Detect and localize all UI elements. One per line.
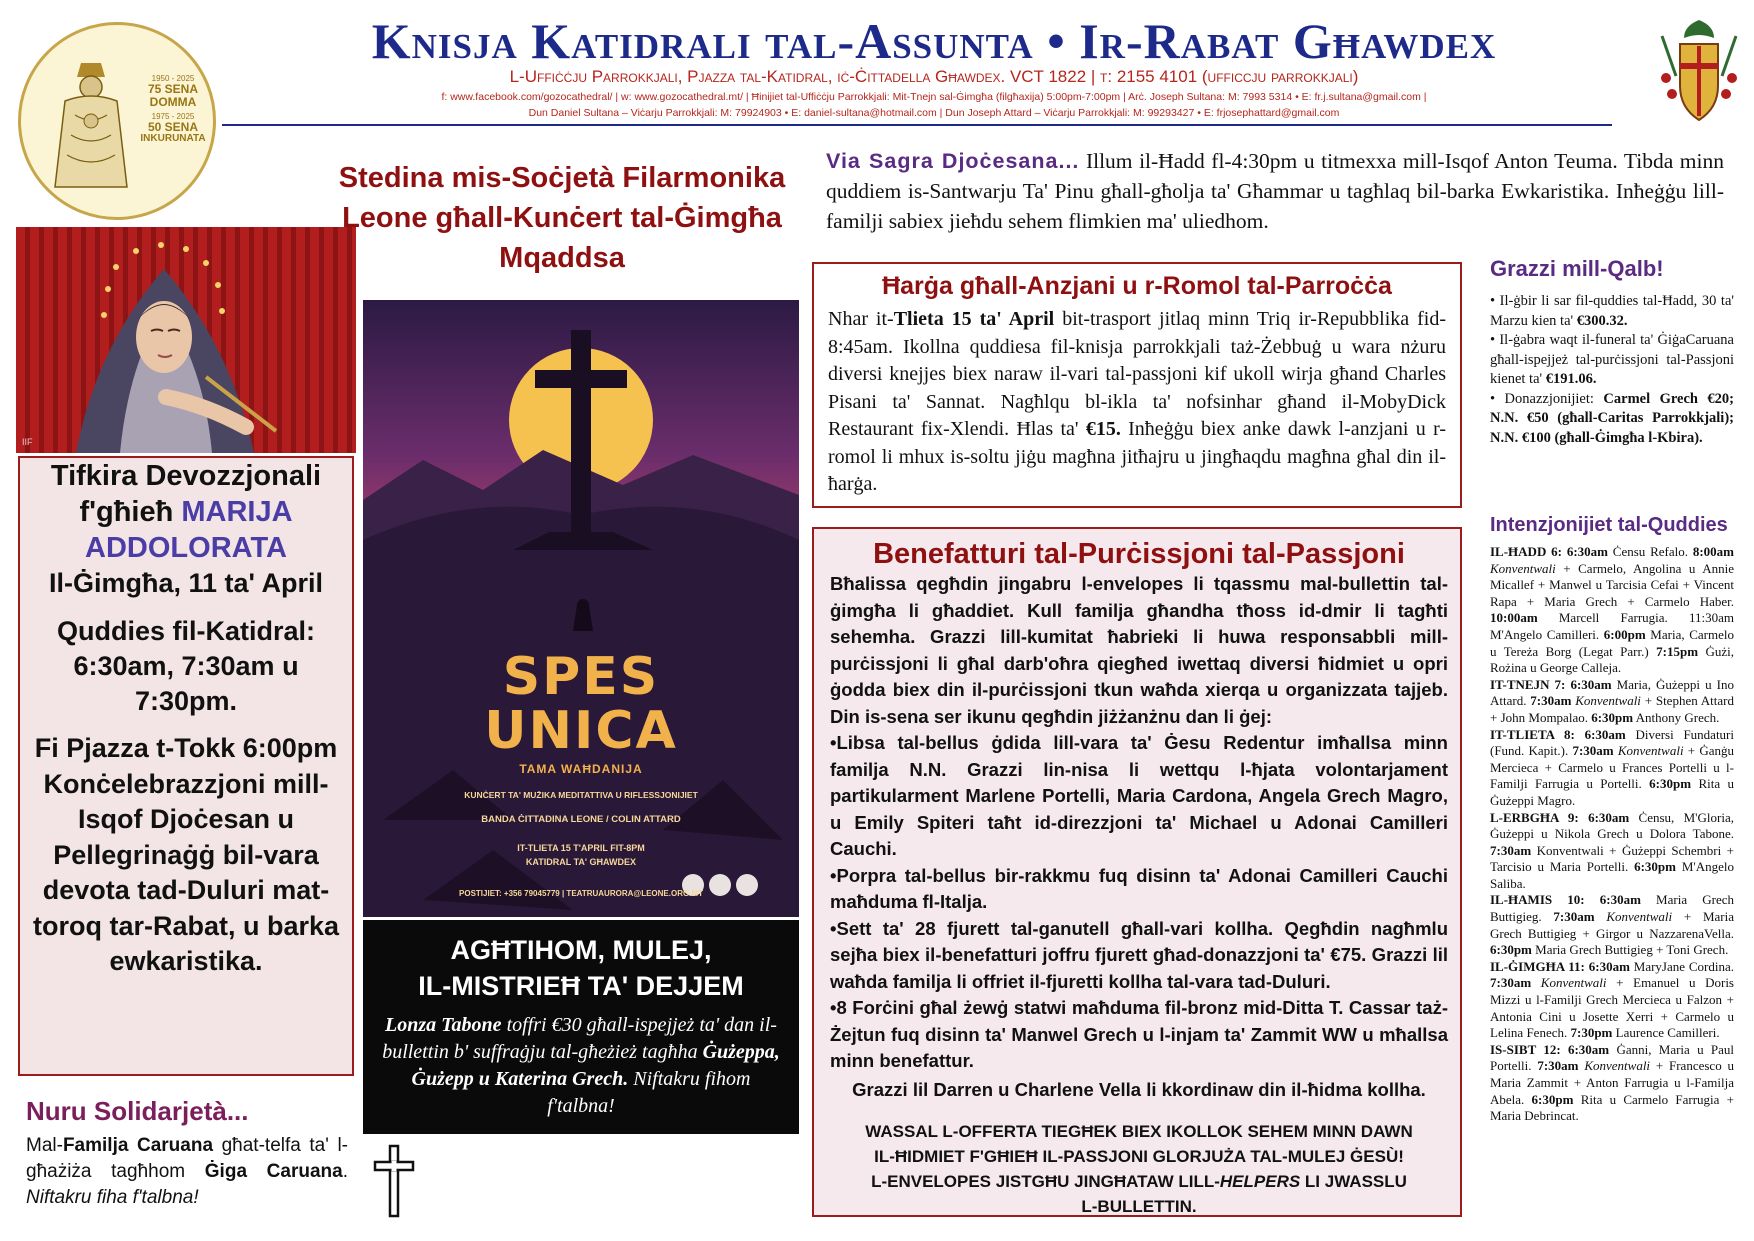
intention-text: 6:30pm [1531, 1091, 1574, 1107]
grazzi-i3a: • Donazzjonijiet: [1490, 390, 1604, 407]
grazzi-i2b: €191.06. [1545, 371, 1597, 387]
bishop-crest-icon [1654, 16, 1744, 126]
poster-when-date: IT-TLIETA 15 T'APRIL FIT-8PM [517, 843, 645, 853]
header-address: L-Uffiċċju Parrokkjali, Pjazza tal-Katidral, iċ-Ċittadella Għawdex. VCT 1822 | t: 2155 4101 (ufficcju parrokkjali) [509, 67, 1359, 86]
memorial-cross-icon [372, 1144, 416, 1218]
seal-label-4: INKURUNATA [140, 132, 206, 144]
intention-text: 6:30am [1584, 726, 1626, 742]
nuru-text [26, 1133, 348, 1211]
image-signature: IIF [22, 437, 33, 447]
appeal-line-3c: LI JWASSLU [1300, 1171, 1407, 1191]
intention-text: 7:30am [1530, 693, 1572, 709]
grazzi-i1a: • Il-ġbir li sar fil-quddies tal-Ħadd, 30 ta' Marzu kien ta' [1490, 293, 1734, 329]
intention-text: 6:30am [1588, 809, 1630, 825]
intention-text: 10:00am [1490, 610, 1538, 626]
seal-label-1: 75 SENA [147, 82, 199, 97]
intention-text: 7:15pm [1656, 643, 1699, 659]
harga-t1: Nhar it- [828, 308, 894, 330]
intention-text: Marcell Farrugia. 11:30am M'Angelo Camilleri. [1490, 610, 1734, 642]
intention-text: + Carmelo, Angolina u Annie Micallef + Manwel u Tarcisia Cefai + Vincent Rapa + Maria Grech + Carmelo Haber. [1490, 560, 1734, 609]
intention-day-label: IS-SIBT 12: [1490, 1041, 1561, 1057]
tifkira-date: Il-Ġimgħa, 11 ta' April [49, 568, 323, 598]
intention-day-label: IT-TNEJN 7: [1490, 676, 1566, 692]
appeal-line-3b: HELPERS [1219, 1171, 1301, 1191]
intention-text: Ċensu, M'Gloria, Ġużeppi u Nikola Grech u Dolora Tabone. [1490, 809, 1734, 842]
benefatturi-item: •Libsa tal-bellus ġdida lill-vara ta' Ġesu Redentur imħallsa minn familja N.N. Grazzi lin-nisa li wettqu l-ħjata volontarjament partikularment Marlene Portelli, Maria Cardona, Angela Grech Magro, u Emily Spiteri taħt id-direzzjoni ta' Michael u Adonai Camilleri Cauchi. [830, 732, 1448, 859]
intention-text: Konventwali [1578, 1058, 1651, 1074]
intention-text: Maria, Carmelo u Tereża Borg (Legat Parr.) [1490, 626, 1734, 659]
benefatturi-thanks: Grazzi lil Darren u Charlene Vella li kkordinaw din il-ħidma kollha. [852, 1078, 1426, 1100]
nuru-t6: Niftakru fiha f'talbna! [26, 1187, 199, 1208]
nuru-t4: Ġiga Caruana [204, 1161, 343, 1182]
intention-text: Konventwali [1571, 693, 1641, 709]
aghtihom-t2: Niftakru fihom f'talbna! [547, 1068, 751, 1117]
tifkira-devotional-box [18, 456, 354, 1076]
appeal-line-3a: L-ENVELOPES JISTGĦU JINGĦATAW LILL- [871, 1171, 1220, 1191]
intention-day-label: IL-ĦADD 6: [1490, 544, 1562, 559]
tifkira-pjazza: Fi Pjazza t-Tokk 6:00pm Konċelebrazzjoni mill-Isqof Djoċesan u Pellegrinaġġ bil-vara devota tad-Duluri mat-toroq tar-Rabat, u barka ewkaristika. [32, 733, 340, 976]
grazzi-heading: Grazzi mill-Qalb! [1490, 256, 1664, 281]
aghtihom-t1: toffri €30 għall-ispejjeż ta' dan il-bullettin b' suffraġju tal-għeżież tagħha [382, 1014, 777, 1063]
benefatturi-heading: Benefatturi tal-Purċissjoni tal-Passjoni [873, 538, 1405, 570]
intention-day-label: IT-TLIETA 8: [1490, 726, 1575, 742]
grazzi-list [1490, 292, 1734, 448]
intention-text: 6:30pm [1634, 859, 1676, 875]
aghtihom-heading-1: AGĦTIHOM, MULEJ, [450, 935, 712, 965]
benefatturi-intro: Bħalissa qegħdin jingabru l-envelopes li tqassmu mal-bullettin tal-ġimgħa li għaddiet. Kull familja għandha tħoss id-dmir li tagħti sehemha. Grazzi lill-kumitat ħabrieki li huwa responsabbli mill-purċissjoni li għal darb'oħra qiegħed iwettaq diversi ħidmiet u opri ġodda biex din il-purċissjoni tkun waħda xierqa u organizzata tajjeb. Din is-sena ser ikunu qegħdin jiżżanżnu dan li ġej: [830, 573, 1448, 727]
intention-text: Maria Grech Buttigieg + Toni Grech. [1531, 942, 1729, 958]
intention-text: 6:30am [1570, 676, 1612, 692]
intention-text: 7:30am [1553, 909, 1595, 925]
intention-day [1490, 892, 1734, 958]
grazzi-i1b: €300.32. [1576, 312, 1628, 329]
poster-tama: TAMA WAĦDANIJA [519, 762, 643, 776]
intention-text: Konventwali [1531, 975, 1607, 991]
intention-text: MaryJane Cordina. [1629, 958, 1735, 974]
harga-t3: Inħeġġu biex anke dawk l-anzjani u r-romol li mhux is-soltu jiġu magħna jitħajru u jingħaqdu magħna għal din il-ħarġa. [828, 418, 1446, 495]
poster-spes: SPES [502, 647, 660, 707]
poster-when-place: KATIDRAL TA' GĦAWDEX [525, 857, 637, 867]
madonna-statue-icon [41, 55, 141, 195]
poster-contact: POSTIJIET: +356 79045779 | TEATRUAURORA@LEONE.ORG.MT [459, 889, 703, 898]
nuru-t5: . [342, 1161, 348, 1182]
intention-text: + Emanuel u Doris Mizzi u l-Familji Grech Mercieca u Falzon + Antonia Cini u Josette Xerri + Carmelo u Lelina Fenech. [1490, 975, 1734, 1041]
nuru-t2: Familja Caruana [62, 1135, 214, 1156]
intention-text: 7:30am [1490, 975, 1532, 991]
intention-text: + Francesco u Maria Zammit + Anton Farrugia u l-Familja Abela. [1490, 1058, 1735, 1107]
intention-text: Diversi Fundaturi (Fund. Kapit.). [1490, 726, 1734, 759]
benefatturi-item: •Sett ta' 28 fjurett tal-ganutell għall-vari kollha. Qegħdin nagħmlu sejħa biex il-benefatturi joffru fjurett għad-donazzjoni ta' €75. Grazzi lil waħda familja li offriet il-fjuretti kollha tal-vara tad-Duluri. [830, 917, 1448, 992]
intention-text: 6:30pm [1490, 942, 1532, 958]
intention-text: 7:30pm [1570, 1025, 1613, 1041]
intenzjonijiet-heading: Intenzjonijiet tal-Quddies [1490, 514, 1728, 536]
aghtihom-heading-2: IL-MISTRIEĦ TA' DEJJEM [418, 971, 744, 1001]
poster-banda: BANDA ĊITTADINA LEONE / COLIN ATTARD [481, 814, 681, 825]
seal-years-2: 1975 - 2025 [151, 111, 195, 121]
via-sagra-heading: Via Sagra Djoċesana... [826, 149, 1080, 173]
tifkira-heading-name: MARIJA ADDOLORATA [85, 496, 293, 564]
intention-text: Anthony Grech. [1633, 709, 1720, 725]
intention-text: Laurence Camilleri. [1612, 1025, 1720, 1041]
aghtihom-heading [363, 920, 799, 1004]
aghtihom-b1: Lonza Tabone [385, 1014, 502, 1036]
via-sagra-notice [826, 146, 1724, 236]
intention-text: M'Angelo Saliba. [1490, 859, 1734, 891]
intention-text: Konventwali + Ġużeppi Schembri + Tarcisio u Maria Portelli. [1490, 842, 1734, 875]
harga-b2: €15. [1085, 418, 1121, 440]
page-title: Knisja Katidrali tal-Assunta • Ir-Rabat Għawdex [371, 13, 1497, 69]
header-clergy: Dun Daniel Sultana – Viċarju Parrokkjali: M: 79924903 • E: daniel-sultana@hotmail.com | Dun Joseph Attard – Viċarju Parrokkjali: M: 99293427 • E: frjosephattard@gmail.com [528, 107, 1340, 119]
seal-label-3: 50 SENA [147, 119, 199, 134]
intention-text: 6:30am [1599, 892, 1641, 908]
intention-day [1490, 727, 1734, 810]
grazzi-item [1490, 331, 1734, 390]
seal-years-1: 1950 - 2025 [151, 74, 195, 83]
aghtihom-b2: Ġużeppa, Ġużepp u Katerina Grech. [411, 1041, 780, 1090]
intention-text: 6:30pm [1649, 776, 1692, 792]
intention-text: Ġanni, Maria u Paul Portelli. [1490, 1041, 1735, 1074]
intention-day [1490, 959, 1734, 1042]
intenzjonijiet-list [1490, 544, 1734, 1125]
intention-text: 6:30am [1588, 958, 1630, 974]
via-sagra-text: Illum il-Ħadd fl-4:30pm u titmexxa mill-Isqof Anton Teuma. Tibda minn quddiem is-Santwarju Ta' Pinu għall-għolja ta' Għammar u tagħlaq bil-barka Ewkaristika. Inħeġġu lill-familji sabiex jieħdu sehem flimkien ma' uliedhom. [826, 149, 1725, 233]
harga-t2: bit-trasport jitlaq minn Triq ir-Repubblika fid-8:45am. Ikollna quddiesa fil-knisja parrokkjali taż-Żebbuġ u wara nżuru diversi knejjes biex naraw il-vari tal-passjoni kif ukoll wirja għand Charles Pisani ta' Sannat. Nagħlqu bl-ikla ta' nofsinhar għand il-MobyDick Restaurant fix-Xlendi. Ħlas ta' [828, 308, 1446, 440]
nuru-t1: Mal- [26, 1135, 63, 1156]
intention-text: Rita u Carmelo Farrugia + Maria Debrincat. [1490, 1091, 1734, 1124]
intention-text: 6:30am [1567, 1041, 1610, 1057]
intention-day [1490, 810, 1734, 893]
intention-text: Ġużi, Rożina u George Calleja. [1490, 643, 1734, 676]
intention-text: Maria, Ġużeppi u Ino Attard. [1490, 676, 1734, 709]
appeal-line-2: IL-ĦIDMIET F'GĦIEĦ IL-PASSJONI GLORJUŻA TAL-MULEJ ĠESÙ! [874, 1146, 1404, 1166]
tifkira-masses: Quddies fil-Katidral: 6:30am, 7:30am u 7:30pm. [56, 616, 316, 716]
nuru-t3: għat-telfa ta' l-għażiża tagħhom [26, 1135, 348, 1182]
benefatturi-appeal [830, 1119, 1448, 1219]
poster-subtitle: KUNĊERT TA' MUŻIKA MEDITATTIVA U RIFLESSJONIJIET [464, 790, 698, 800]
intention-text: 6:30pm [1591, 709, 1634, 725]
intention-day [1490, 1042, 1734, 1125]
harga-heading: Ħarġa għall-Anzjani u r-Romol tal-Parroċċa [882, 272, 1392, 300]
anniversary-seal [18, 22, 216, 220]
header-divider [222, 124, 1612, 126]
intention-text: 8:00am [1692, 544, 1735, 559]
tifkira-heading [20, 458, 352, 566]
intention-text: Rita u Ġużeppi Magro. [1490, 776, 1734, 808]
seal-label-2: DOMMA [149, 94, 197, 109]
benefatturi-item: •Porpra tal-bellus bir-rakkmu fuq disinn ta' Adonai Camilleri Cauchi maħduma fl-Italja. [830, 864, 1448, 912]
intention-text: Konventwali [1490, 560, 1556, 576]
poster-text [363, 647, 799, 898]
intention-text: 7:30am [1572, 743, 1614, 759]
grazzi-item [1490, 390, 1734, 449]
grazzi-i2a: • Il-ġabra waqt il-funeral ta' ĠiġaCaruana għall-ispejjeż tal-purċissjoni tal-Passjoni kienet ta' [1490, 332, 1734, 387]
intention-text: Konventwali [1613, 743, 1684, 759]
intention-text: 7:30am [1537, 1058, 1579, 1074]
intention-text: 6:30am [1566, 544, 1608, 559]
seal-text [133, 75, 213, 144]
benefatturi-box [812, 527, 1462, 1217]
harga-text [828, 306, 1446, 499]
benefatturi-item: •8 Forċini għal żewġ statwi maħduma fil-bronz mid-Ditta T. Cassar taż-Żejtun fuq disinn ta' Manwel Grech u l-injam ta' Zammit WW u mħallsa minn benefattur. [830, 997, 1448, 1071]
stedina-heading: Stedina mis-Soċjetà Filarmonika Leone għall-Kunċert tal-Ġimgħa Mqaddsa [338, 162, 786, 274]
spes-unica-poster [363, 300, 799, 917]
header-contacts: f: www.facebook.com/gozocathedral/ | w: www.gozocathedral.mt/ | Ħinijiet tal-Uffiċċju Parrokkjali: Mit-Tnejn sal-Ġimgħa (filgħaxija) 5:00pm-7:00pm | Arċ. Joseph Sultana: M: 7993 5314 • E: fr.j.sultana@gmail.com | [441, 91, 1427, 103]
intention-text: 7:30am [1490, 842, 1532, 858]
appeal-line-4: L-BULLETTIN. [1081, 1196, 1197, 1216]
nuru-heading: Nuru Solidarjetà... [26, 1096, 249, 1126]
intention-text: + Ġanġu Mercieca + Carmelo u Frances Portelli u l-Familji Farrugia u Portelli. [1490, 743, 1734, 792]
intention-text: Ċensu Refalo. [1607, 544, 1693, 559]
harga-b1: Tlieta 15 ta' April [893, 308, 1055, 330]
poster-unica: UNICA [484, 701, 678, 761]
intention-text: + Maria Grech Buttigieg + Girgor u NazzarenaVella. [1490, 909, 1735, 941]
poster-when [363, 841, 799, 869]
aghtihom-text [363, 1004, 799, 1120]
intention-day [1490, 544, 1734, 677]
tifkira-heading-text: Tifkira Devozzjonali f'għieħ [50, 460, 322, 528]
addolorata-image [16, 227, 356, 453]
intention-text: + Stephen Attard + John Mompalao. [1490, 693, 1734, 725]
appeal-line-3 [830, 1169, 1448, 1194]
intention-day-label: L-ERBGĦA 9: [1490, 809, 1579, 825]
intention-day-label: IL-ĦAMIS 10: [1490, 892, 1585, 908]
intention-text: Maria Grech Buttigieg. [1490, 892, 1734, 925]
intention-text: 6:00pm [1603, 626, 1646, 642]
harga-box [812, 262, 1462, 508]
grazzi-item [1490, 292, 1734, 331]
appeal-line-1: WASSAL L-OFFERTA TIEGĦEK BIEX IKOLLOK SEHEM MINN DAWN [865, 1121, 1413, 1141]
intention-day-label: IL-ĠIMGĦA 11: [1490, 958, 1585, 974]
our-lady-of-sorrows-icon [16, 227, 356, 453]
intention-day [1490, 677, 1734, 727]
grazzi-i3b: Carmel Grech €20; N.N. €50 (għall-Caritas Parrokkjali); N.N. €100 (għall-Ġimgħa l-Kbira). [1490, 390, 1735, 446]
aghtihom-box [363, 920, 799, 1134]
intention-text: Konventwali [1594, 909, 1673, 925]
